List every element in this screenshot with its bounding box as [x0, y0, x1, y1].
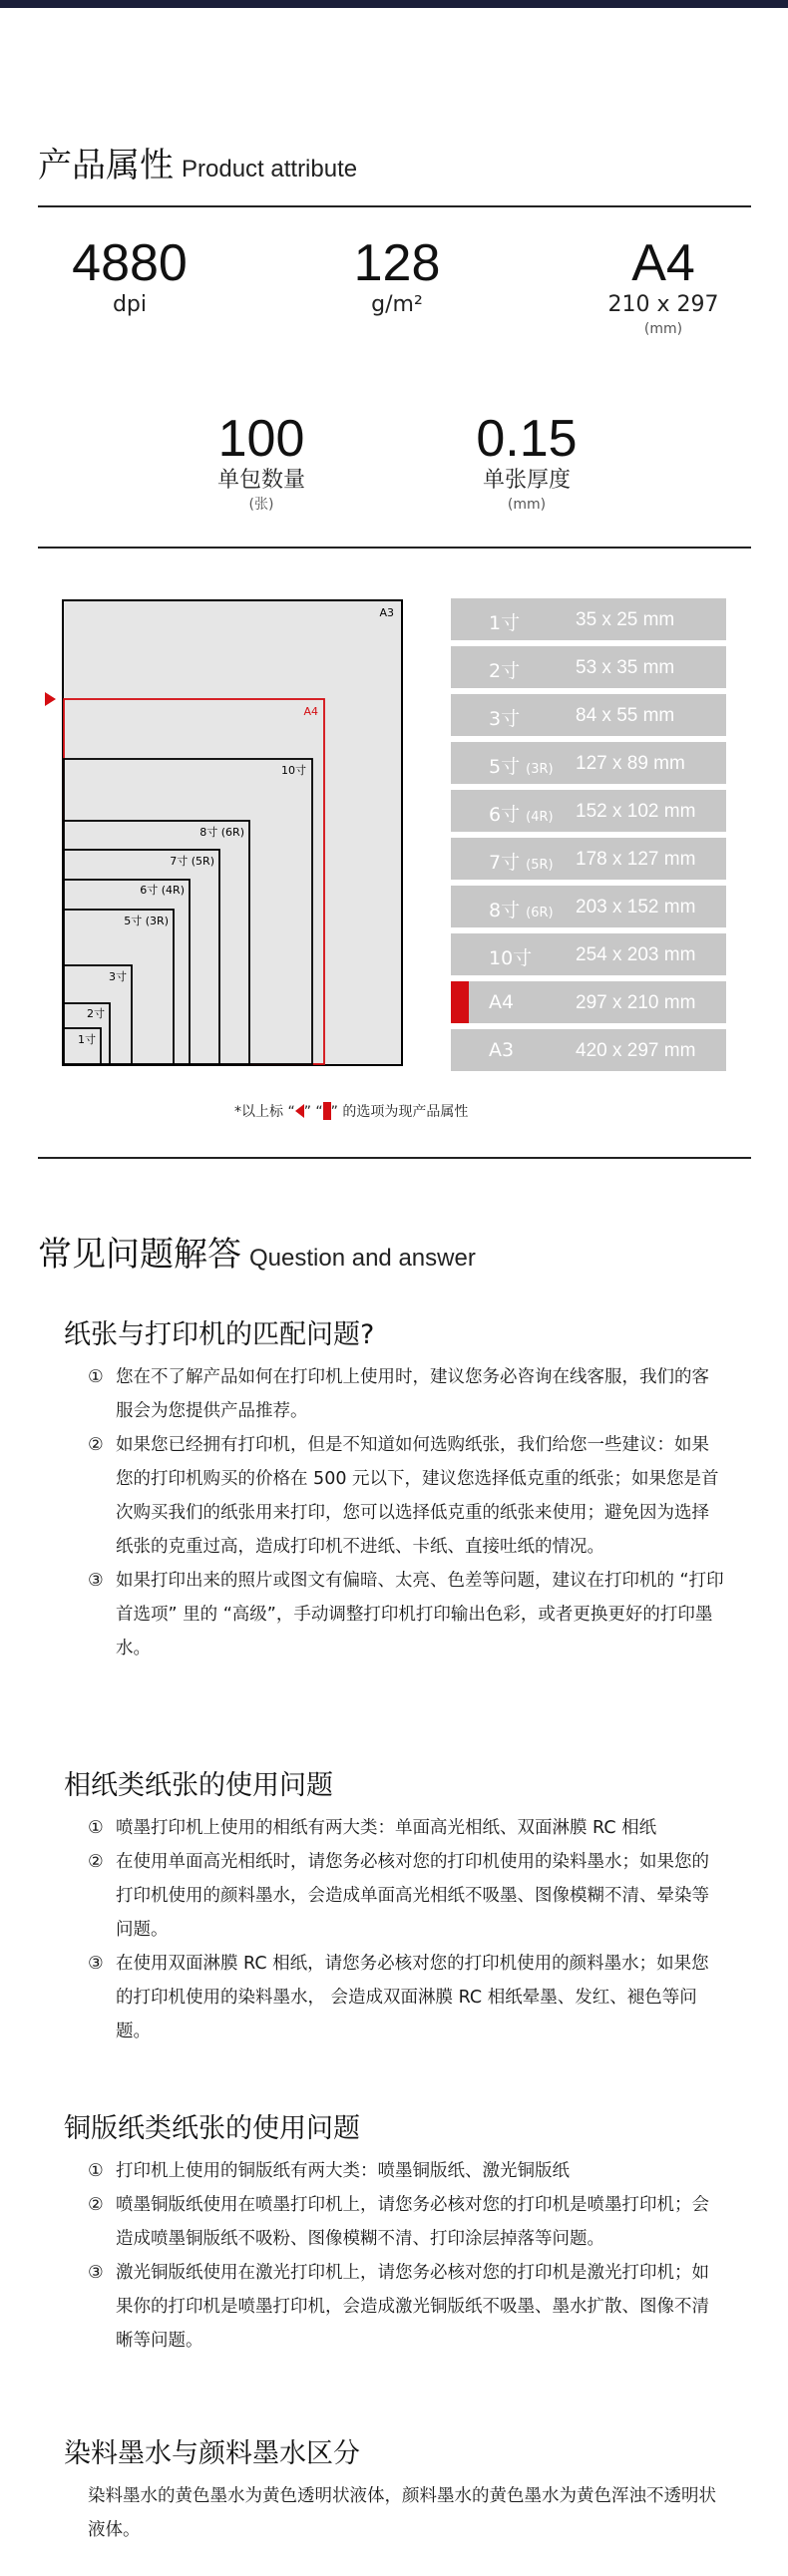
legend-note	[234, 1101, 468, 1121]
size-dimensions: 297 x 210 mm	[576, 992, 696, 1013]
qa-title-en: Question and answer	[249, 1245, 476, 1272]
size-10-label: 10寸	[281, 764, 306, 777]
item-text: 在使用单面高光相纸时，请您务必核对您的打印机使用的染料墨水；如果您的打印机使用的颜料墨水，会造成单面高光相纸不吸墨、图像模糊不清、晕染等问题。	[116, 1852, 709, 1940]
legend-prefix: *以上标 “	[234, 1104, 295, 1120]
item-text: 激光铜版纸使用在激光打印机上，请您务必核对您的打印机是激光打印机；如果你的打印机是喷墨打印机，会造成激光铜版纸不吸墨、墨水扩散、图像不清晰等问题。	[116, 2263, 709, 2351]
attr-sub: (mm)	[507, 497, 547, 513]
qa-section-list	[88, 1360, 726, 1665]
qa-item	[88, 2154, 726, 2188]
attr-unit: 单包数量	[216, 468, 305, 493]
item-text: 您在不了解产品如何在打印机上使用时，建议您务必咨询在线客服，我们的客服会为您提供产品推荐。	[116, 1367, 709, 1421]
size-name: 3寸	[489, 708, 521, 730]
qa-item	[88, 1811, 726, 1845]
attr-thickness	[417, 411, 636, 515]
size-row	[451, 646, 726, 688]
qa-paragraph: 染料墨水的黄色墨水为黄色透明状液体，颜料墨水的黄色墨水为黄色浑浊不透明状液体。	[88, 2486, 716, 2540]
attr-value: 100	[217, 410, 305, 468]
qa-title-zh: 常见问题解答	[38, 1235, 241, 1275]
item-text: 喷墨打印机上使用的相纸有两大类：单面高光相纸、双面淋膜 RC 相纸	[116, 1818, 657, 1838]
size-name: A3	[489, 1039, 515, 1061]
size-dimensions: 152 x 102 mm	[576, 801, 696, 822]
size-2-label: 2寸	[87, 1007, 105, 1020]
qa-item	[88, 1947, 726, 2048]
qa-section-title: 铜版纸类纸张的使用问题	[64, 2113, 360, 2144]
item-text: 喷墨铜版纸使用在喷墨打印机上，请您务必核对您的打印机是喷墨打印机；会造成喷墨铜版纸不吸粉、图像模糊不清、打印涂层掉落等问题。	[116, 2195, 709, 2249]
qa-section-list	[88, 2154, 726, 2358]
qa-section-list	[88, 1811, 726, 2048]
attr-unit: 单张厚度	[482, 468, 571, 493]
qa-item	[88, 1564, 726, 1665]
item-number: ③	[88, 1954, 104, 1974]
attr-sub: (张)	[248, 497, 274, 513]
selected-marker	[451, 981, 469, 1023]
item-number: ②	[88, 1852, 104, 1872]
qa-title	[38, 1227, 476, 1276]
attr-value: A4	[631, 234, 695, 292]
divider	[38, 205, 751, 207]
attributes-title	[38, 138, 357, 186]
paper-size-diagram	[45, 588, 414, 1077]
size-tag: (4R)	[526, 810, 554, 825]
size-3-label: 3寸	[109, 970, 127, 983]
qa-item	[88, 1845, 726, 1947]
qa-item	[88, 2188, 726, 2256]
size-1-label: 1寸	[78, 1033, 96, 1046]
size-row	[451, 886, 726, 927]
attr-value: 0.15	[476, 410, 578, 468]
qa-item	[88, 2256, 726, 2358]
item-number: ③	[88, 1571, 104, 1591]
attributes-title-en: Product attribute	[182, 156, 358, 183]
legend-suffix: ” 的选项为现产品属性	[330, 1104, 469, 1120]
item-number: ③	[88, 2263, 104, 2283]
attr-value: 128	[353, 234, 441, 292]
size-tag: (5R)	[526, 858, 554, 873]
attr-value: 4880	[72, 234, 188, 292]
size-dimensions: 178 x 127 mm	[576, 849, 696, 870]
size-8-label: 8寸 (6R)	[199, 826, 244, 839]
legend-mid: ” “	[303, 1104, 323, 1120]
qa-section-title: 染料墨水与颜料墨水区分	[64, 2438, 360, 2469]
size-5-label: 5寸 (3R)	[124, 915, 169, 927]
size-7-label: 7寸 (5R)	[170, 855, 214, 868]
divider	[38, 547, 751, 549]
bar-marker-icon	[323, 1102, 331, 1120]
size-name: 6寸 (4R)	[489, 804, 554, 826]
size-row	[451, 742, 726, 784]
size-row	[451, 790, 726, 832]
size-row	[451, 1029, 726, 1071]
attr-unit: 210 x 297	[607, 292, 719, 317]
item-text: 如果您已经拥有打印机，但是不知道如何选购纸张，我们给您一些建议：如果您的打印机购买的价格在 500 元以下，建议您选择低克重的纸张；如果您是首次购买我们的纸张用来打印，您可以选择低克重的纸张来使用；避免因为选择纸张的克重过高，造成打印机不进纸、卡纸、直接吐纸的情况。	[116, 1435, 719, 1557]
size-tag: (6R)	[526, 906, 554, 920]
item-number: ①	[88, 1367, 104, 1387]
item-number: ②	[88, 1435, 104, 1455]
divider	[38, 1157, 751, 1159]
qa-item	[88, 1428, 726, 1564]
size-name: 8寸 (6R)	[489, 900, 554, 921]
attr-unit: dpi	[112, 292, 148, 317]
size-name: 10寸	[489, 947, 533, 969]
item-text: 打印机上使用的铜版纸有两大类：喷墨铜版纸、激光铜版纸	[116, 2161, 570, 2181]
size-row	[451, 694, 726, 736]
item-text: 如果打印出来的照片或图文有偏暗、太亮、色差等问题，建议在打印机的 “打印首选项” 里的 “高级”，手动调整打印机打印输出色彩，或者更换更好的打印墨水。	[116, 1571, 724, 1658]
item-number: ①	[88, 1818, 104, 1838]
size-row	[451, 981, 726, 1023]
size-a3-label: A3	[379, 606, 394, 619]
size-name: 7寸 (5R)	[489, 852, 554, 874]
size-a4-label: A4	[303, 705, 318, 718]
arrow-marker-icon	[295, 1104, 304, 1118]
size-dimensions: 127 x 89 mm	[576, 753, 685, 774]
item-text: 在使用双面淋膜 RC 相纸，请您务必核对您的打印机使用的颜料墨水；如果您的打印机使用的染料墨水， 会造成双面淋膜 RC 相纸晕墨、发红、褪色等问题。	[116, 1954, 709, 2041]
size-name: 5寸 (3R)	[489, 756, 554, 778]
size-tag: (3R)	[526, 762, 554, 777]
size-dimensions: 203 x 152 mm	[576, 897, 696, 918]
size-name: 2寸	[489, 660, 521, 682]
size-name: A4	[489, 991, 515, 1013]
attr-unit: g/m²	[371, 292, 423, 317]
qa-item	[88, 1360, 726, 1428]
size-row	[451, 838, 726, 880]
item-number: ①	[88, 2161, 104, 2181]
attributes-title-zh: 产品属性	[38, 146, 174, 185]
size-name: 1寸	[489, 612, 521, 634]
top-bar	[0, 0, 788, 8]
item-number: ②	[88, 2195, 104, 2215]
attr-quantity	[152, 411, 371, 515]
size-row	[451, 598, 726, 640]
size-6-label: 6寸 (4R)	[140, 884, 185, 897]
attr-size	[554, 235, 773, 339]
attr-resolution	[20, 235, 239, 319]
size-dimensions: 35 x 25 mm	[576, 609, 675, 630]
size-dimensions: 84 x 55 mm	[576, 705, 675, 726]
size-row	[451, 933, 726, 975]
size-dimensions: 420 x 297 mm	[576, 1040, 696, 1061]
attr-sub: (mm)	[643, 321, 683, 337]
qa-section-title: 相纸类纸张的使用问题	[64, 1770, 333, 1801]
size-dimensions: 53 x 35 mm	[576, 657, 675, 678]
qa-section-title: 纸张与打印机的匹配问题?	[64, 1319, 375, 1350]
highlight-arrow-icon	[45, 692, 56, 706]
attr-weight	[287, 235, 507, 319]
size-dimensions: 254 x 203 mm	[576, 944, 696, 965]
